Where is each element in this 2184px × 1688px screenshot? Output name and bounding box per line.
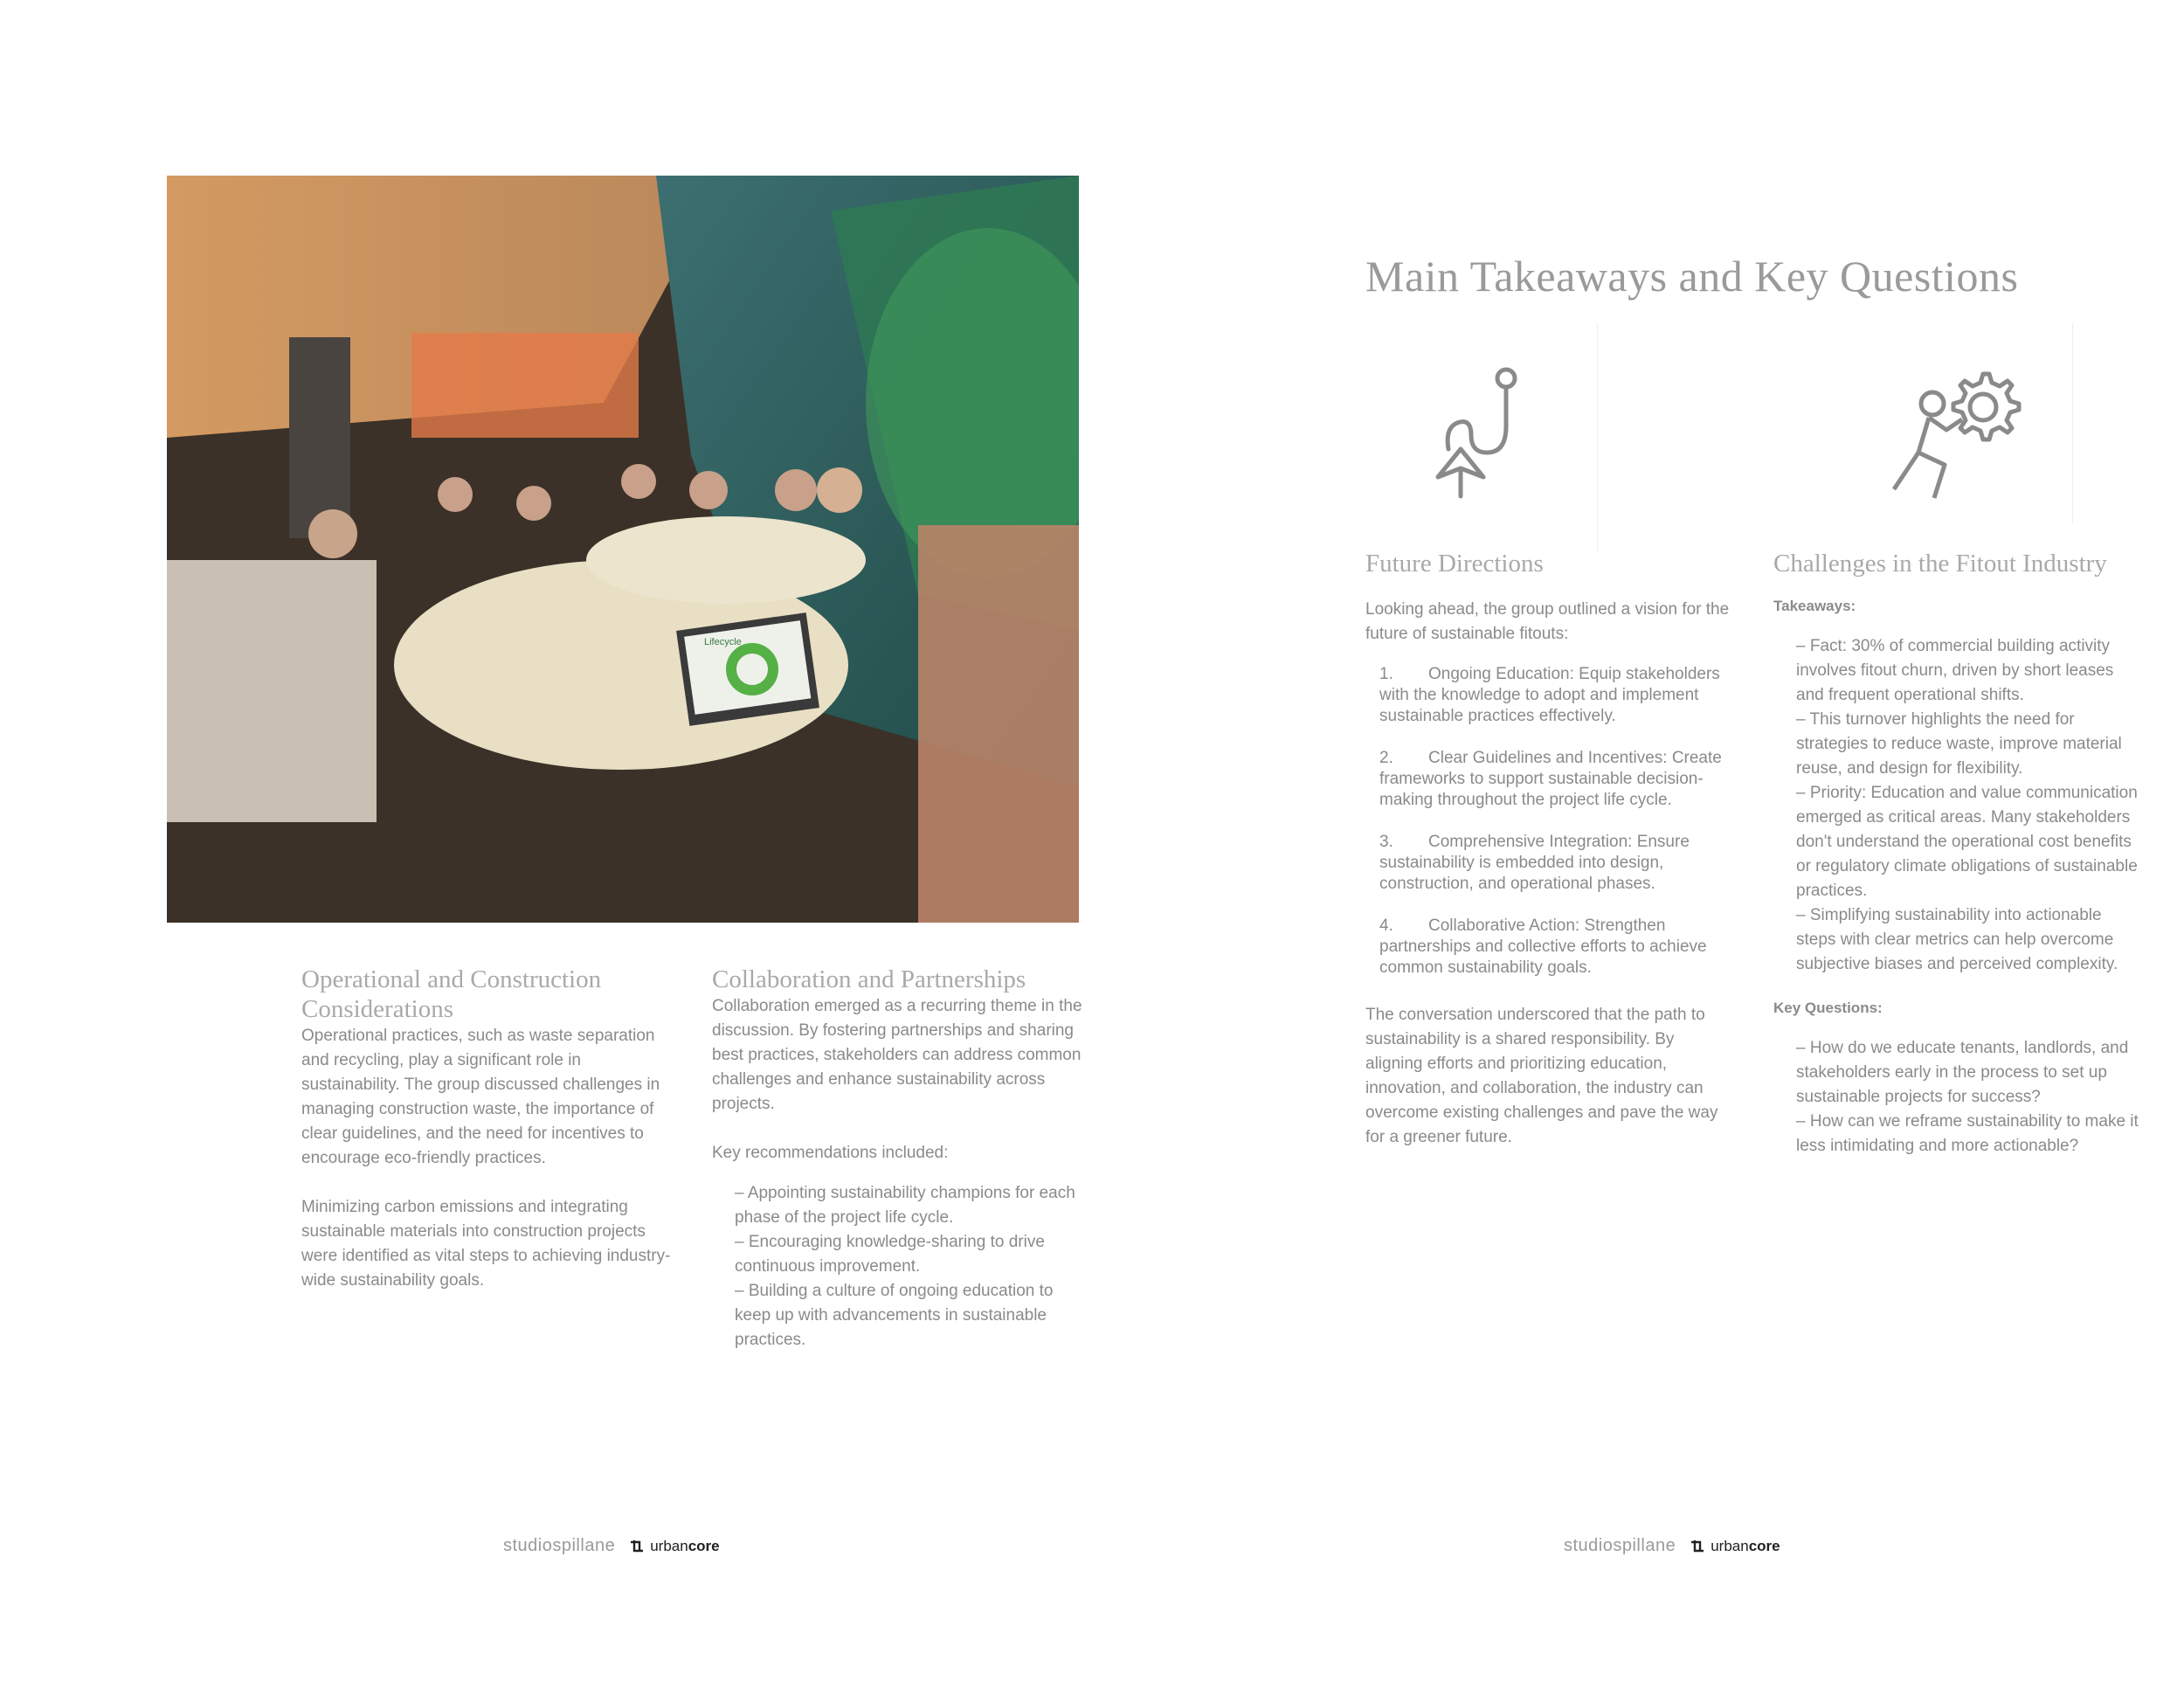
future-steps-list <box>1365 664 1732 979</box>
takeaways-list <box>1773 634 2140 977</box>
key-questions-label: Key Questions: <box>1773 1000 1883 1016</box>
collaboration-body <box>712 994 1088 1166</box>
step-text: Comprehensive Integration: Ensure sustainability is embedded into design, construction, and operational phases. <box>1379 833 1690 893</box>
list-item: – This turnover highlights the need for strategies to reduce waste, improve material reuse, and design for flexibility. <box>1796 708 2140 781</box>
list-item: – How can we reframe sustainability to make it less intimidating and more actionable? <box>1796 1110 2140 1159</box>
future-heading: Future Directions <box>1365 550 1544 578</box>
key-questions-list <box>1773 1036 2140 1159</box>
challenges-section <box>1773 549 2140 1159</box>
operational-paragraph: Operational practices, such as waste separation and recycling, play a significant role in sustainability. The group discussed challenges in managing construction waste, the importance of clear guidelines, and the need for incentives to encourage eco-friendly practices. <box>301 1027 660 1167</box>
footer-brand-studiospillane: studiospillane <box>1564 1536 1676 1555</box>
step-number: 4. <box>1379 917 1393 935</box>
step-number: 3. <box>1379 833 1393 851</box>
future-intro: Looking ahead, the group outlined a vision for the future of sustainable fitouts: <box>1365 600 1730 643</box>
footer-brand2-prefix: urban <box>1711 1537 1749 1554</box>
collaboration-heading: Collaboration and Partnerships <box>712 965 1026 993</box>
list-item <box>1379 664 1732 727</box>
footer-brand-urbancore <box>629 1538 719 1555</box>
list-item: – Encouraging knowledge-sharing to drive continuous improvement. <box>735 1230 1088 1279</box>
list-item: – Building a culture of ongoing education to keep up with advancements in sustainable practices. <box>735 1279 1088 1352</box>
column-divider <box>2072 323 2073 524</box>
step-number: 1. <box>1379 665 1393 683</box>
collaboration-section <box>712 965 1088 1352</box>
footer-brand2-suffix: core <box>688 1537 720 1554</box>
page-title: Main Takeaways and Key Questions <box>1365 252 2019 301</box>
urbancore-logo-icon <box>1690 1539 1705 1554</box>
footer-right <box>1564 1536 1780 1556</box>
operational-heading: Operational and Construction Considerations <box>301 965 602 1023</box>
footer-brand-urbancore <box>1690 1538 1780 1555</box>
footer-left <box>503 1536 720 1556</box>
step-text: Collaborative Action: Strengthen partnerships and collective efforts to achieve common sustainability goals. <box>1379 917 1707 977</box>
footer-brand2-prefix: urban <box>650 1537 688 1554</box>
footer-brand-studiospillane: studiospillane <box>503 1536 616 1555</box>
list-item <box>1379 748 1732 811</box>
laptop-screen-text: Lifecycle <box>704 637 742 647</box>
footer-brand2-suffix: core <box>1748 1537 1780 1554</box>
operational-body <box>301 1024 677 1293</box>
step-number: 2. <box>1379 749 1393 767</box>
list-item: – Appointing sustainability champions for each phase of the project life cycle. <box>735 1181 1088 1230</box>
recommendations-list <box>712 1181 1088 1352</box>
recommendations-label: Key recommendations included: <box>712 1144 949 1162</box>
future-conclusion: The conversation underscored that the path to sustainability is a shared responsibility. By aligning efforts and prioritizing education, innovation, and collaboration, the industry can overcome existing challenges and pave the way for a greener future. <box>1365 1006 1718 1146</box>
person-pushing-gear-icon <box>1880 367 2033 502</box>
column-divider <box>1597 323 1598 550</box>
list-item: – Fact: 30% of commercial building activity involves fitout churn, driven by short leases and frequent operational shifts. <box>1796 634 2140 708</box>
operational-paragraph: Minimizing carbon emissions and integrating sustainable materials into construction projects were identified as vital steps to achieving industry-wide sustainability goals. <box>301 1198 671 1290</box>
meeting-photo <box>167 176 1079 923</box>
list-item <box>1379 916 1732 979</box>
future-directions-section <box>1365 549 1732 1150</box>
list-item: – Priority: Education and value communication emerged as critical areas. Many stakeholders don't understand the operational cost benefits or regulatory climate obligations of sustainable practices. <box>1796 781 2140 903</box>
takeaways-label: Takeaways: <box>1773 598 1856 614</box>
step-text: Ongoing Education: Equip stakeholders with the knowledge to adopt and implement sustainable practices effectively. <box>1379 665 1720 725</box>
list-item <box>1379 832 1732 895</box>
list-item: – How do we educate tenants, landlords, and stakeholders early in the process to set up sustainable projects for success? <box>1796 1036 2140 1110</box>
operational-section <box>301 965 677 1318</box>
path-arrow-icon <box>1433 365 1520 505</box>
step-text: Clear Guidelines and Incentives: Create frameworks to support sustainable decision-making throughout the project life cycle. <box>1379 749 1722 809</box>
urbancore-logo-icon <box>629 1539 645 1554</box>
collaboration-paragraph: Collaboration emerged as a recurring theme in the discussion. By fostering partnerships and sharing best practices, stakeholders can address common challenges and enhance sustainability across projects. <box>712 997 1082 1113</box>
challenges-heading: Challenges in the Fitout Industry <box>1773 550 2107 578</box>
list-item: – Simplifying sustainability into actionable steps with clear metrics can help overcome subjective biases and perceived complexity. <box>1796 903 2140 977</box>
